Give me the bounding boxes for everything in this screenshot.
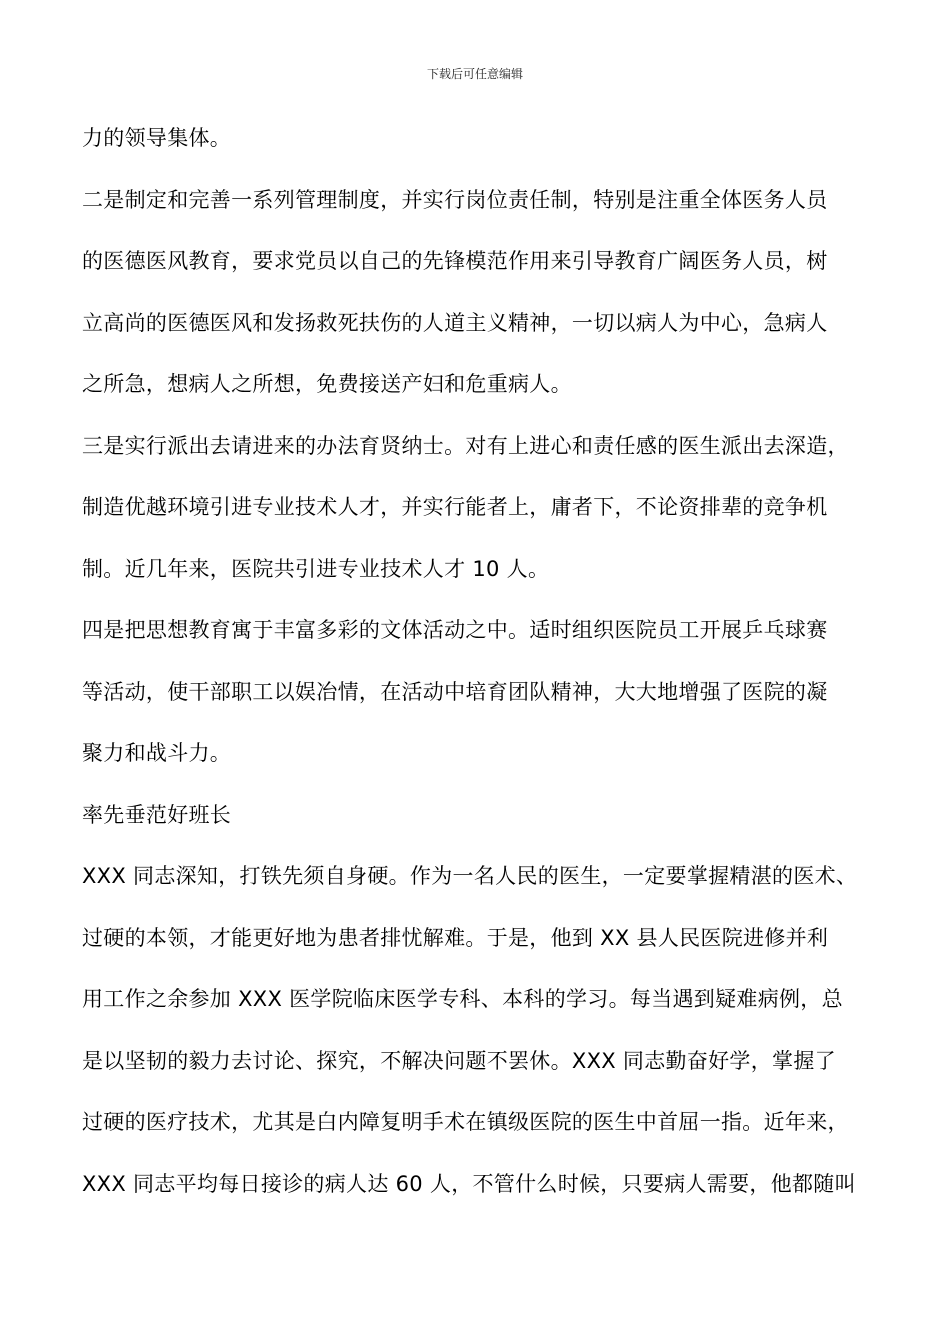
text-line: 制。近几年来，医院共引进专业技术人才 10 人。 bbox=[82, 556, 550, 581]
document-body bbox=[82, 112, 882, 1219]
text-line: 三是实行派出去请进来的办法育贤纳士。对有上进心和责任感的医生派出去深造， bbox=[82, 433, 849, 458]
text-line: 力的领导集体。 bbox=[82, 126, 232, 150]
text-line: 过硬的本领，才能更好地为患者排忧解难。于是，他到 XX 县人民医院进修并利 bbox=[82, 925, 829, 950]
text-line: XXX 同志平均每日接诊的病人达 60 人，不管什么时候，只要病人需要，他都随叫 bbox=[82, 1171, 856, 1196]
text-line: 聚力和战斗力。 bbox=[82, 741, 232, 765]
text-line: 是以坚韧的毅力去讨论、探究，不解决问题不罢休。XXX 同志勤奋好学，掌握了 bbox=[82, 1048, 836, 1073]
text-line: 用工作之余参加 XXX 医学院临床医学专科、本科的学习。每当遇到疑难病例，总 bbox=[82, 987, 843, 1011]
text-line: 制造优越环境引进专业技术人才，并实行能者上，庸者下，不论资排辈的竞争机 bbox=[82, 495, 828, 519]
section-heading: 率先垂范好班长 bbox=[82, 802, 232, 827]
text-line: 立高尚的医德医风和发扬救死扶伤的人道主义精神，一切以病人为中心，急病人 bbox=[82, 310, 828, 335]
text-line: 等活动，使干部职工以娱冶情，在活动中培育团队精神，大大地增强了医院的凝 bbox=[82, 679, 828, 704]
page-header-note: 下载后可任意编辑 bbox=[426, 67, 523, 81]
text-line: 四是把思想教育寓于丰富多彩的文体活动之中。适时组织医院员工开展乒乓球赛 bbox=[82, 618, 828, 642]
text-line: XXX 同志深知，打铁先须自身硬。作为一名人民的医生，一定要掌握精湛的医术、 bbox=[82, 864, 858, 888]
text-line: 过硬的医疗技术，尤其是白内障复明手术在镇级医院的医生中首屈一指。近年来， bbox=[82, 1110, 849, 1134]
text-line: 之所急，想病人之所想，免费接送产妇和危重病人。 bbox=[82, 372, 572, 396]
text-line: 二是制定和完善一系列管理制度，并实行岗位责任制，特别是注重全体医务人员 bbox=[82, 187, 828, 212]
text-line: 的医德医风教育，要求党员以自己的先锋模范作用来引导教育广阔医务人员，树 bbox=[82, 249, 828, 273]
